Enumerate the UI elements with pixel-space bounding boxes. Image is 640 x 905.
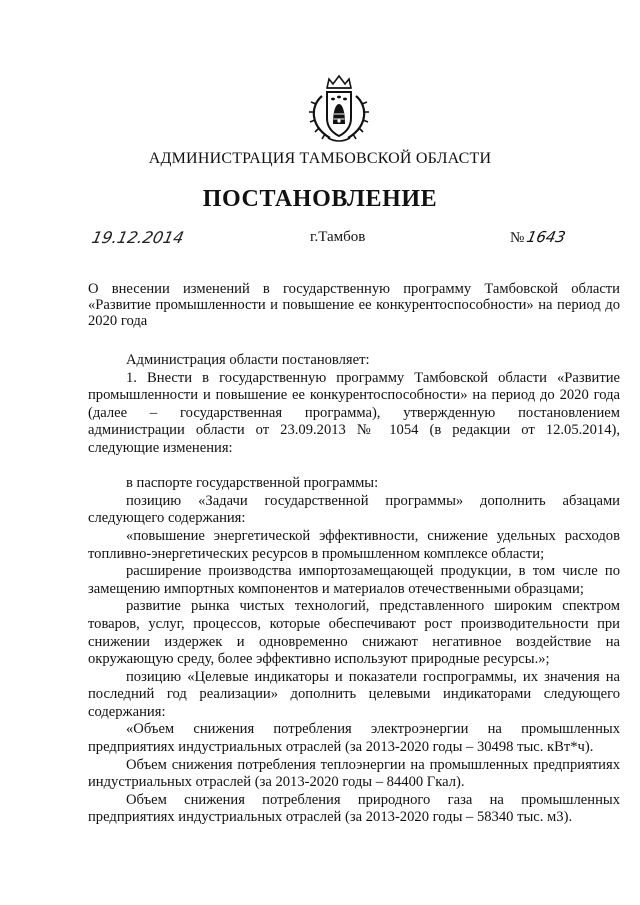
tambov-coat-of-arms-icon [300, 74, 378, 146]
body-paragraph: 1. Внести в государственную программу Тамбовской области «Развитие промышленности и повышение ее конкурентоспособности» на период до 2020 года (далее – государственная программа), утвержденную постановлением администрации области от 23.09.2013 № 1054 (в редакции от 12.05.2014), следующие изменения: [88, 369, 620, 456]
number-value: 1643 [525, 228, 568, 246]
body-paragraph: Администрация области постановляет: [126, 352, 370, 368]
body-paragraph: позицию «Целевые индикаторы и показатели госпрограммы, их значения на последний год реализации» дополнить целевыми индикаторами следующего содержания: [88, 668, 620, 720]
organization-heading: АДМИНИСТРАЦИЯ ТАМБОВСКОЙ ОБЛАСТИ [148, 150, 492, 167]
document-date: 19.12.2014 [89, 228, 186, 247]
body-paragraph: расширение производства импортозамещающей продукции, в том числе по замещению импортных компонентов и материалов отечественными образцами; [88, 563, 620, 597]
document-city: г.Тамбов [310, 229, 366, 245]
document-title: ПОСТАНОВЛЕНИЕ [202, 186, 438, 212]
body-paragraph: «Объем снижения потребления электроэнергии на промышленных предприятиях индустриальных отраслей (за 2013-2020 годы – 30498 тыс. кВт*ч). [88, 721, 620, 756]
body-paragraph: Объем снижения потребления теплоэнергии на промышленных предприятиях индустриальных отраслей (за 2013-2020 годы – 84400 Гкал). [88, 756, 620, 791]
body-paragraph: позицию «Задачи государственной программы» дополнить абзацами следующего содержания: [88, 492, 620, 527]
number-sign: № [510, 230, 525, 246]
body-paragraph: «повышение энергетической эффективности, снижение удельных расходов топливно-энергетических ресурсов в промышленном комплексе области; [88, 527, 620, 562]
body-paragraph: Объем снижения потребления природного газа на промышленных предприятиях индустриальных отраслей (за 2013-2020 годы – 58340 тыс. м3). [88, 791, 620, 826]
body-paragraph: в паспорте государственной программы: [126, 475, 379, 492]
document-subject: О внесении изменений в государственную программу Тамбовской области «Развитие промышленности и повышение ее конкурентоспособности» на период до 2020 года [88, 281, 620, 329]
body-paragraph: развитие рынка чистых технологий, представленного широким спектром товаров, услуг, процессов, которые обеспечивают рост производительности при снижении издержек и одновременно снижают негативное воздействие на окружающую среду, более эффективно используют природные ресурсы.»; [88, 598, 620, 668]
document-body [88, 352, 620, 827]
document-number [510, 228, 566, 247]
